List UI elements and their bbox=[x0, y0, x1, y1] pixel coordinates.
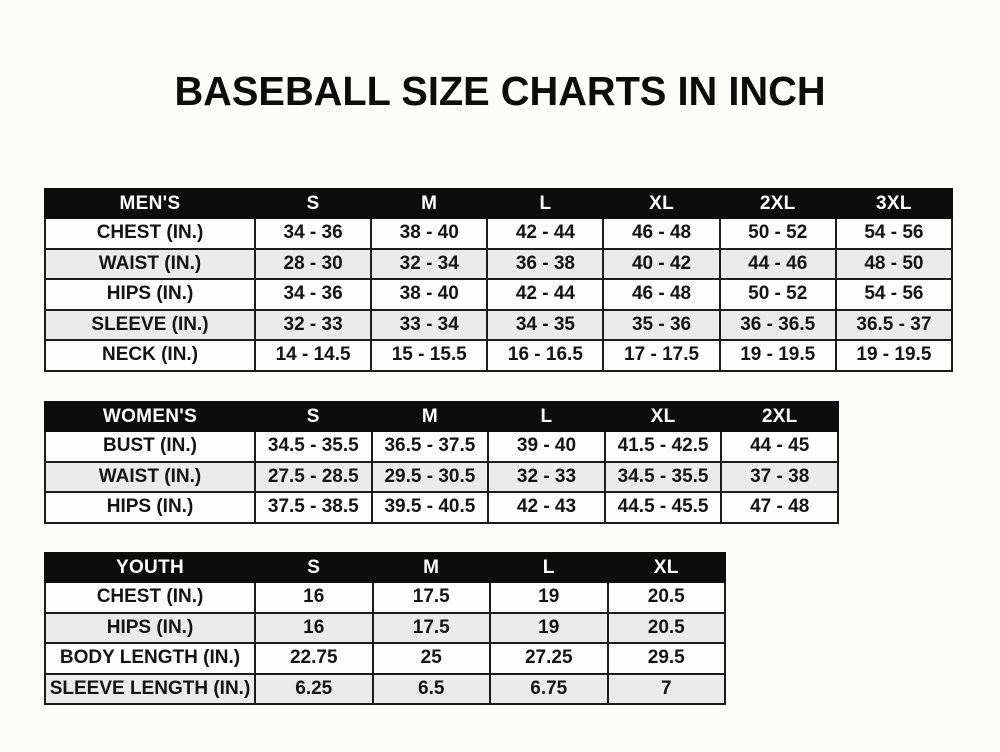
size-value-cell: 40 - 42 bbox=[603, 249, 719, 280]
size-value-cell: 37 - 38 bbox=[721, 462, 838, 493]
size-value-cell: 27.25 bbox=[490, 643, 608, 674]
size-value-cell: 39.5 - 40.5 bbox=[372, 492, 489, 523]
table-row bbox=[45, 582, 725, 613]
row-label: CHEST (IN.) bbox=[45, 218, 255, 249]
table-row bbox=[45, 674, 725, 705]
table-title: WOMEN'S bbox=[45, 402, 255, 431]
size-value-cell: 54 - 56 bbox=[836, 218, 952, 249]
size-value-cell: 19 - 19.5 bbox=[720, 340, 836, 371]
column-header: 2XL bbox=[720, 189, 836, 218]
table-row bbox=[45, 492, 838, 523]
header-row bbox=[45, 553, 725, 582]
size-value-cell: 50 - 52 bbox=[720, 218, 836, 249]
size-value-cell: 17 - 17.5 bbox=[603, 340, 719, 371]
size-value-cell: 28 - 30 bbox=[255, 249, 371, 280]
size-value-cell: 19 - 19.5 bbox=[836, 340, 952, 371]
womens-size-table bbox=[44, 401, 839, 524]
row-label: HIPS (IN.) bbox=[45, 613, 255, 644]
size-value-cell: 34.5 - 35.5 bbox=[255, 431, 372, 462]
size-value-cell: 47 - 48 bbox=[721, 492, 838, 523]
size-value-cell: 29.5 bbox=[608, 643, 726, 674]
size-value-cell: 42 - 44 bbox=[487, 218, 603, 249]
size-value-cell: 50 - 52 bbox=[720, 279, 836, 310]
size-value-cell: 48 - 50 bbox=[836, 249, 952, 280]
column-header: M bbox=[373, 553, 491, 582]
size-value-cell: 15 - 15.5 bbox=[371, 340, 487, 371]
size-value-cell: 36.5 - 37 bbox=[836, 310, 952, 341]
column-header: M bbox=[371, 189, 487, 218]
size-value-cell: 25 bbox=[373, 643, 491, 674]
size-value-cell: 39 - 40 bbox=[488, 431, 605, 462]
size-value-cell: 34 - 36 bbox=[255, 279, 371, 310]
size-value-cell: 42 - 44 bbox=[487, 279, 603, 310]
size-value-cell: 35 - 36 bbox=[603, 310, 719, 341]
table-row bbox=[45, 340, 952, 371]
table-row bbox=[45, 431, 838, 462]
column-header: L bbox=[488, 402, 605, 431]
size-value-cell: 34.5 - 35.5 bbox=[605, 462, 722, 493]
size-value-cell: 32 - 33 bbox=[488, 462, 605, 493]
column-header: 2XL bbox=[721, 402, 838, 431]
row-label: WAIST (IN.) bbox=[45, 462, 255, 493]
size-value-cell: 33 - 34 bbox=[371, 310, 487, 341]
size-value-cell: 34 - 36 bbox=[255, 218, 371, 249]
size-value-cell: 19 bbox=[490, 582, 608, 613]
row-label: HIPS (IN.) bbox=[45, 279, 255, 310]
table-row bbox=[45, 279, 952, 310]
size-value-cell: 42 - 43 bbox=[488, 492, 605, 523]
header-row bbox=[45, 402, 838, 431]
size-value-cell: 14 - 14.5 bbox=[255, 340, 371, 371]
column-header: S bbox=[255, 402, 372, 431]
mens-size-table bbox=[44, 188, 953, 372]
size-value-cell: 38 - 40 bbox=[371, 279, 487, 310]
size-value-cell: 32 - 34 bbox=[371, 249, 487, 280]
row-label: SLEEVE LENGTH (IN.) bbox=[45, 674, 255, 705]
header-row bbox=[45, 189, 952, 218]
row-label: CHEST (IN.) bbox=[45, 582, 255, 613]
table-title: YOUTH bbox=[45, 553, 255, 582]
size-value-cell: 54 - 56 bbox=[836, 279, 952, 310]
row-label: NECK (IN.) bbox=[45, 340, 255, 371]
size-value-cell: 19 bbox=[490, 613, 608, 644]
size-value-cell: 17.5 bbox=[373, 613, 491, 644]
youth-size-table bbox=[44, 552, 726, 705]
table-row bbox=[45, 643, 725, 674]
size-value-cell: 32 - 33 bbox=[255, 310, 371, 341]
row-label: HIPS (IN.) bbox=[45, 492, 255, 523]
column-header: XL bbox=[605, 402, 722, 431]
size-value-cell: 27.5 - 28.5 bbox=[255, 462, 372, 493]
size-value-cell: 7 bbox=[608, 674, 726, 705]
size-value-cell: 16 bbox=[255, 613, 373, 644]
table-row bbox=[45, 613, 725, 644]
column-header: M bbox=[372, 402, 489, 431]
size-value-cell: 6.5 bbox=[373, 674, 491, 705]
column-header: XL bbox=[603, 189, 719, 218]
size-value-cell: 6.75 bbox=[490, 674, 608, 705]
page-title: BASEBALL SIZE CHARTS IN INCH bbox=[174, 68, 826, 114]
column-header: S bbox=[255, 553, 373, 582]
size-value-cell: 6.25 bbox=[255, 674, 373, 705]
size-value-cell: 16 bbox=[255, 582, 373, 613]
table-row bbox=[45, 462, 838, 493]
size-value-cell: 36.5 - 37.5 bbox=[372, 431, 489, 462]
size-value-cell: 46 - 48 bbox=[603, 279, 719, 310]
size-value-cell: 22.75 bbox=[255, 643, 373, 674]
size-value-cell: 44 - 45 bbox=[721, 431, 838, 462]
table-row bbox=[45, 249, 952, 280]
column-header: 3XL bbox=[836, 189, 952, 218]
size-value-cell: 46 - 48 bbox=[603, 218, 719, 249]
size-value-cell: 29.5 - 30.5 bbox=[372, 462, 489, 493]
table-row bbox=[45, 310, 952, 341]
table-row bbox=[45, 218, 952, 249]
size-value-cell: 44.5 - 45.5 bbox=[605, 492, 722, 523]
row-label: BUST (IN.) bbox=[45, 431, 255, 462]
size-value-cell: 16 - 16.5 bbox=[487, 340, 603, 371]
size-value-cell: 41.5 - 42.5 bbox=[605, 431, 722, 462]
column-header: S bbox=[255, 189, 371, 218]
size-value-cell: 37.5 - 38.5 bbox=[255, 492, 372, 523]
column-header: L bbox=[487, 189, 603, 218]
column-header: XL bbox=[608, 553, 726, 582]
row-label: WAIST (IN.) bbox=[45, 249, 255, 280]
size-value-cell: 38 - 40 bbox=[371, 218, 487, 249]
size-value-cell: 44 - 46 bbox=[720, 249, 836, 280]
size-value-cell: 36 - 38 bbox=[487, 249, 603, 280]
size-value-cell: 20.5 bbox=[608, 582, 726, 613]
column-header: L bbox=[490, 553, 608, 582]
table-title: MEN'S bbox=[45, 189, 255, 218]
size-value-cell: 34 - 35 bbox=[487, 310, 603, 341]
size-value-cell: 36 - 36.5 bbox=[720, 310, 836, 341]
size-value-cell: 17.5 bbox=[373, 582, 491, 613]
row-label: SLEEVE (IN.) bbox=[45, 310, 255, 341]
size-value-cell: 20.5 bbox=[608, 613, 726, 644]
row-label: BODY LENGTH (IN.) bbox=[45, 643, 255, 674]
